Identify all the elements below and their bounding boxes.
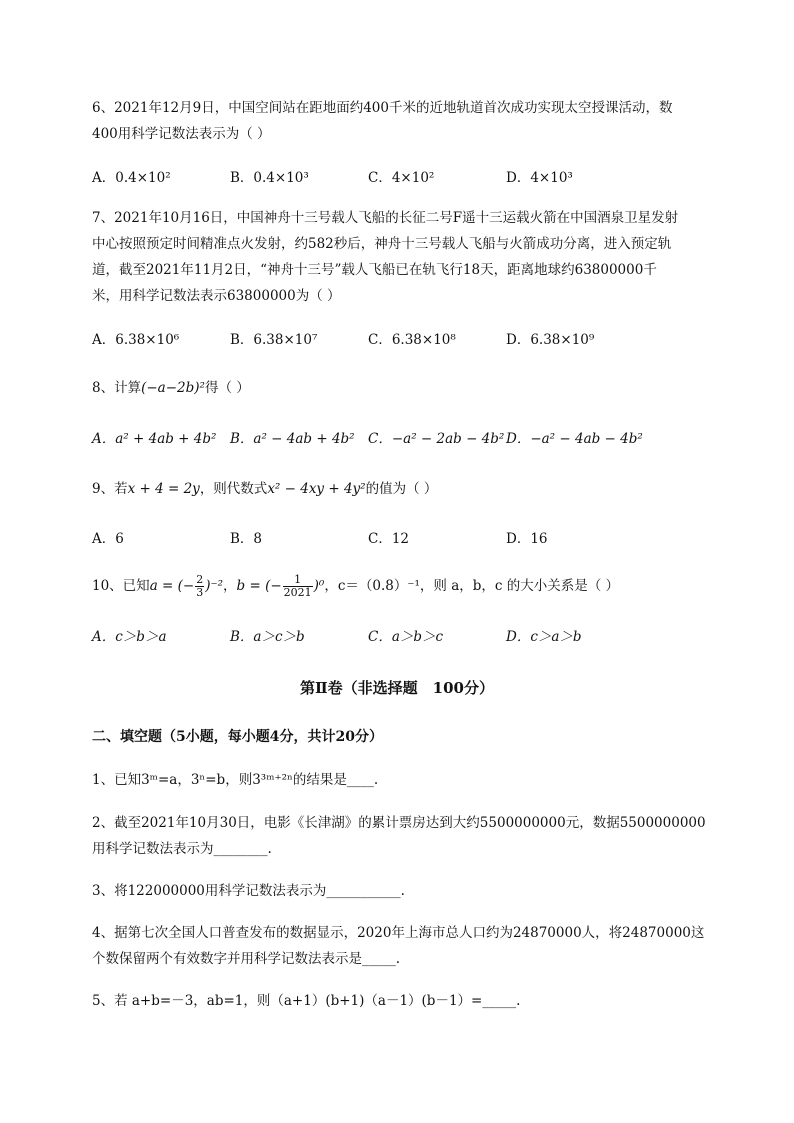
q6-line-1: 6、2021年12月9日，中国空间站在距地面约400千米的近地轨道首次成功实现太空授课活动，数: [92, 100, 673, 116]
q8-line: [92, 379, 764, 397]
fill-in-section-heading: 二、填空题（5小题，每小题4分，共计20分）: [92, 729, 383, 745]
q8-option-d: D．−a² − 4ab − 4b²: [506, 431, 643, 447]
q6-options: [92, 169, 732, 187]
q10-option-c: C．a＞b＞c: [368, 629, 444, 645]
q9-expression: x² − 4xy + 4y²: [267, 481, 366, 497]
q10-line: [92, 568, 764, 604]
fill-question-2-line-2: 用科学记数法表示为________.: [92, 841, 272, 857]
q10-option-b: B．a＞c＞b: [230, 629, 305, 645]
q7-line-2: 中心按照预定时间精准点火发射，约582秒后，神舟十三号载人飞船与火箭成功分离，进入预定轨: [92, 236, 672, 252]
q10-b-rhs: )⁰: [313, 578, 325, 594]
q10-prefix: 10、已知: [92, 578, 150, 594]
q9-option-b: B．8: [230, 531, 263, 547]
q7-option-a: A．6.38×10⁶: [92, 332, 180, 348]
q7-option-c: C．6.38×10⁸: [368, 332, 456, 348]
q8-prefix: 8、计算: [92, 380, 142, 396]
q9-options: [92, 530, 732, 548]
q8-suffix: 得（ ）: [204, 380, 250, 396]
q8-options: [92, 430, 732, 448]
q6-option-d: D．4×10³: [506, 170, 573, 186]
q10-b-numerator: 1: [283, 574, 313, 587]
q9-mid: ，则代数式: [199, 481, 268, 497]
q10-sep-2: ，: [324, 578, 338, 594]
q9-suffix: 的值为（ ）: [365, 481, 438, 497]
q7-line-1: 7、2021年10月16日，中国神舟十三号载人飞船的长征二号F遥十三运载火箭在中国酒泉卫星发射: [92, 210, 679, 226]
q10-option-d: D．c＞a＞b: [506, 629, 582, 645]
q9-option-a: A．6: [92, 531, 124, 547]
q10-a-rhs: )⁻²: [205, 578, 224, 594]
q9-option-c: C．12: [368, 531, 410, 547]
fill-question-4-line-1: 4、据第七次全国人口普查发布的数据显示，2020年上海市总人口约为24870000人，将24870000这: [92, 925, 705, 941]
q7-option-d: D．6.38×10⁹: [506, 332, 595, 348]
q8-option-b: B．a² − 4ab + 4b²: [230, 431, 355, 447]
fill-question-3: 3、将122000000用科学记数法表示为___________.: [92, 883, 405, 899]
fill-question-4-line-2: 个数保留两个有效数字并用科学记数法表示是_____.: [92, 951, 401, 967]
q10-option-a: A．c＞b＞a: [92, 629, 167, 645]
q10-b-fraction: [283, 574, 313, 599]
q8-expression: (−a−2b)²: [141, 380, 205, 396]
fill-question-2-line-1: 2、截至2021年10月30日，电影《长津湖》的累计票房达到大约5500000000元，数据5500000000: [92, 815, 706, 831]
q9-option-d: D．16: [506, 531, 548, 547]
q9-prefix: 9、若: [92, 481, 128, 497]
q7-option-b: B．6.38×10⁷: [230, 332, 318, 348]
q8-option-a: A．a² + 4ab + 4b²: [92, 431, 217, 447]
q9-line: [92, 480, 764, 498]
q9-condition: x + 4 = 2y: [127, 481, 200, 497]
q6-line-2: 400用科学记数法表示为（ ）: [92, 126, 271, 142]
q10-b-lhs: b = (−: [236, 578, 282, 594]
q6-option-b: B．0.4×10³: [230, 170, 309, 186]
q10-a-lhs: a = (−: [149, 578, 195, 594]
q7-options: [92, 331, 732, 349]
q7-line-3: 道，截至2021年11月2日，“神舟十三号”载人飞船已在轨飞行18天，距离地球约63800000千: [92, 262, 657, 278]
q8-option-c: C．−a² − 2ab − 4b²: [368, 431, 505, 447]
q6-option-c: C．4×10²: [368, 170, 435, 186]
fill-question-1: 1、已知3ᵐ=a，3ⁿ=b，则3³ᵐ⁺²ⁿ的结果是____.: [92, 772, 379, 788]
section-2-title: 第Ⅱ卷（非选择题 100分）: [300, 679, 494, 697]
q6-option-a: A．0.4×10²: [92, 170, 171, 186]
q10-sep-1: ，: [223, 578, 237, 594]
q10-a-fraction: [195, 574, 204, 599]
q10-options: [92, 628, 732, 646]
q10-a-denominator: 3: [196, 586, 204, 599]
q10-c-part: c＝（0.8）⁻¹: [337, 578, 420, 594]
q10-suffix: ，则 a，b，c 的大小关系是（ ）: [419, 578, 620, 594]
fill-question-5: 5、若 a+b=－3，ab=1，则（a+1）(b+1)（a－1）(b－1）=_____.: [92, 993, 521, 1009]
q10-a-numerator: 2: [196, 573, 204, 586]
q7-line-4: 米，用科学记数法表示63800000为（ ）: [92, 288, 341, 304]
q10-b-denominator: 2021: [283, 586, 312, 599]
